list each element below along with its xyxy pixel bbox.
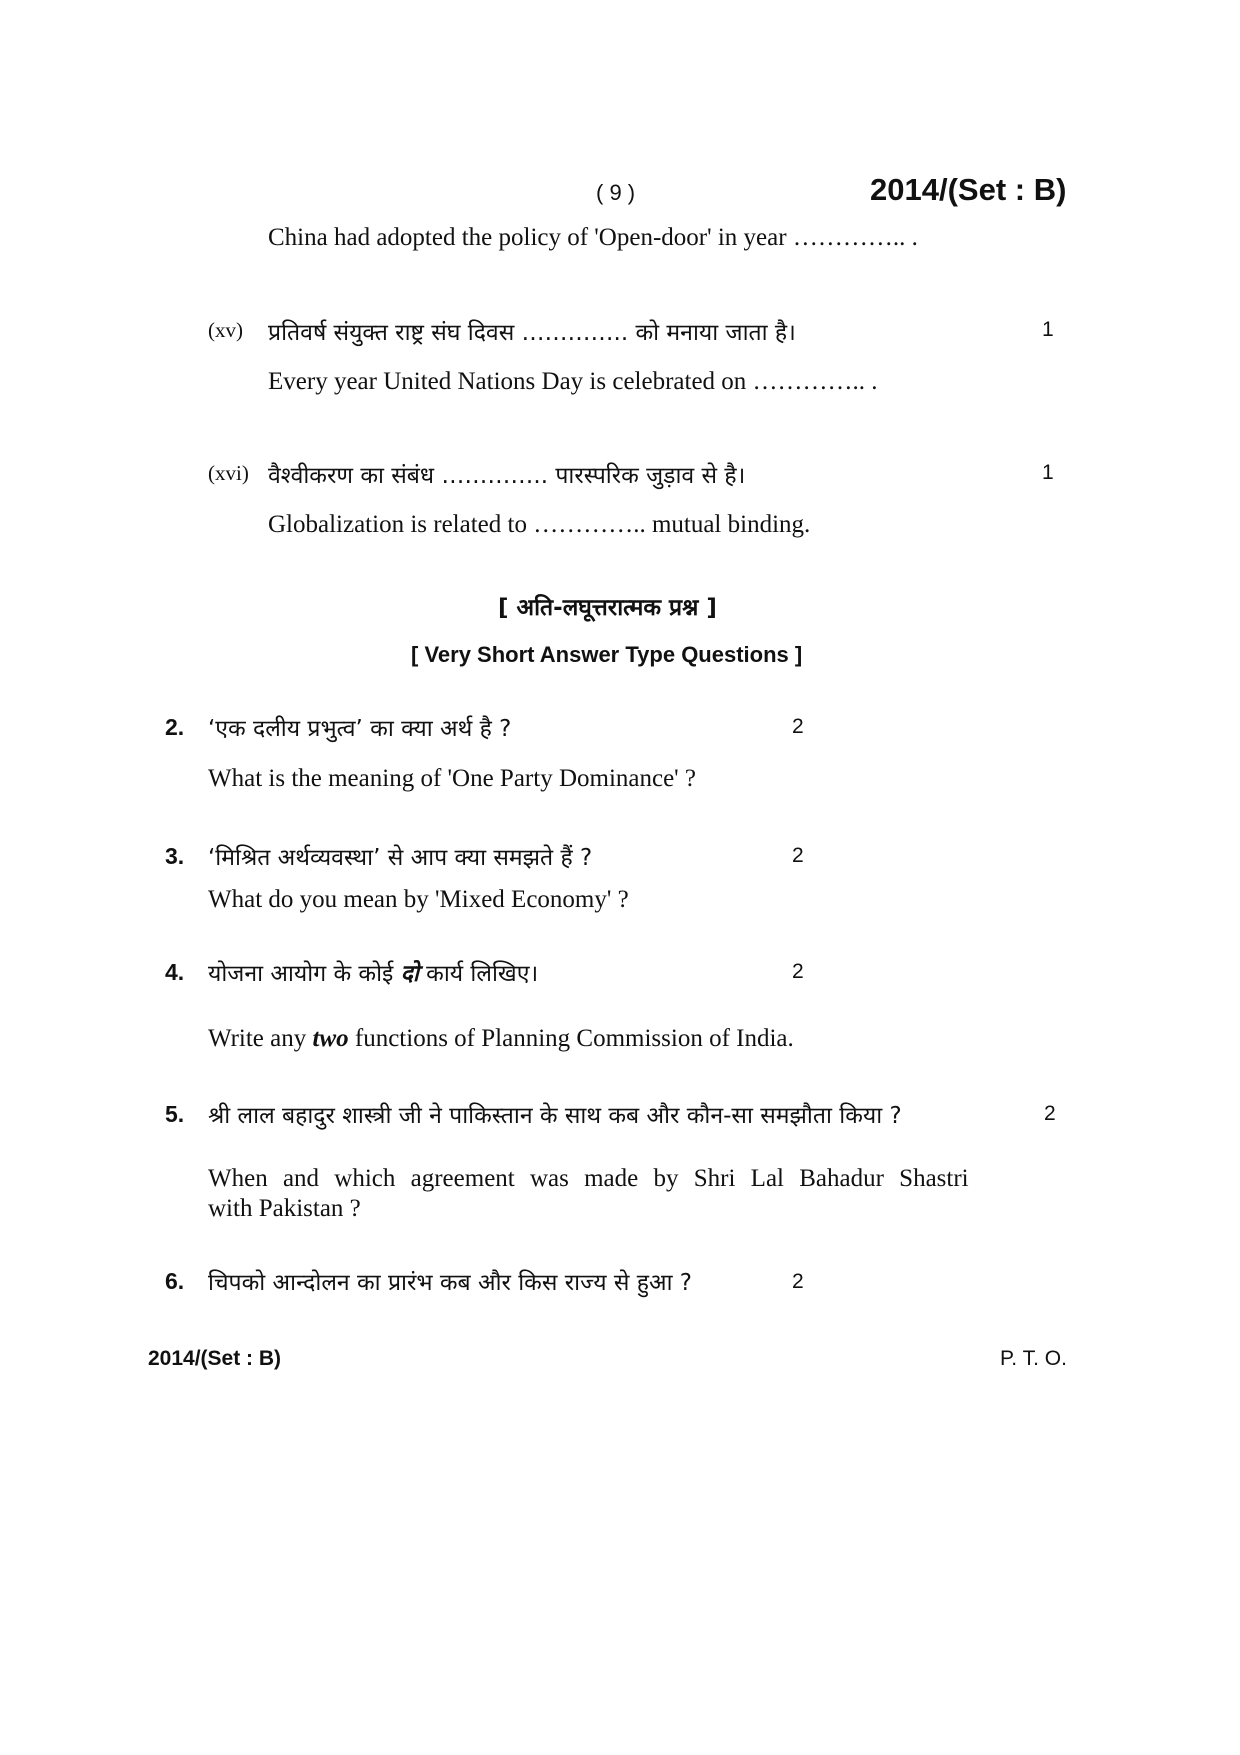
question-4-english-after: functions of Planning Commission of India. (348, 1025, 794, 1052)
question-4-hindi-after: कार्य लिखिए। (418, 961, 539, 987)
question-5-english-line1: When and which agreement was made by Shri Lal Bahadur Shastri (208, 1165, 969, 1192)
question-6-hindi: चिपको आन्दोलन का प्रारंभ कब और किस राज्य से हुआ ? (208, 1270, 692, 1296)
question-xv-marks: 1 (1042, 318, 1054, 341)
question-3-hindi: ‘मिश्रित अर्थव्यवस्था’ से आप क्या समझते हैं ? (208, 845, 593, 871)
question-4-hindi-emph: दो (400, 961, 419, 987)
question-xvi-english: Globalization is related to ………….. mutual binding. (268, 511, 811, 538)
pto-label: P. T. O. (1000, 1347, 1067, 1370)
question-5-marks: 2 (1044, 1102, 1056, 1125)
question-xv-english: Every year United Nations Day is celebrated on ………….. . (268, 368, 878, 395)
question-4-hindi-before: योजना आयोग के कोई (208, 961, 401, 987)
set-code-header: 2014/(Set : B) (870, 172, 1067, 207)
question-2-english: What is the meaning of 'One Party Dominance' ? (208, 765, 697, 792)
section-heading-english: [ Very Short Answer Type Questions ] (411, 642, 803, 667)
question-4-english-emph: two (312, 1025, 349, 1052)
question-5-english-line2: with Pakistan ? (208, 1195, 361, 1222)
question-2-hindi: ‘एक दलीय प्रभुत्व’ का क्या अर्थ है ? (208, 716, 512, 742)
question-4-hindi (208, 956, 538, 988)
question-4-number: 4. (165, 959, 185, 985)
question-2-marks: 2 (792, 715, 804, 738)
question-xvi-label: (xvi) (208, 461, 249, 485)
question-xv-label: (xv) (208, 318, 243, 342)
question-4-english-before: Write any (208, 1025, 313, 1052)
question-xv-hindi: प्रतिवर्ष संयुक्त राष्ट्र संघ दिवस ………….. को मनाया जाता है। (268, 320, 796, 346)
question-3-number: 3. (165, 843, 185, 869)
question-xvi-hindi: वैश्वीकरण का संबंध ………….. पारस्परिक जुड़ाव से है। (268, 463, 746, 489)
question-xiv-english: China had adopted the policy of 'Open-door' in year ………….. . (268, 224, 918, 251)
question-5-hindi: श्री लाल बहादुर शास्त्री जी ने पाकिस्तान के साथ कब और कौन-सा समझौता किया ? (208, 1103, 902, 1129)
set-code-footer: 2014/(Set : B) (148, 1347, 282, 1370)
question-3-marks: 2 (792, 844, 804, 867)
page-number: ( 9 ) (596, 180, 636, 205)
question-2-number: 2. (165, 714, 185, 740)
question-5-number: 5. (165, 1101, 185, 1127)
section-heading-hindi: [ अति-लघूत्तरात्मक प्रश्न ] (498, 595, 717, 621)
question-xvi-marks: 1 (1042, 461, 1054, 484)
question-6-number: 6. (165, 1268, 185, 1294)
question-4-english (208, 1025, 794, 1053)
question-4-marks: 2 (792, 960, 804, 983)
question-3-english: What do you mean by 'Mixed Economy' ? (208, 886, 629, 913)
question-6-marks: 2 (792, 1270, 804, 1293)
